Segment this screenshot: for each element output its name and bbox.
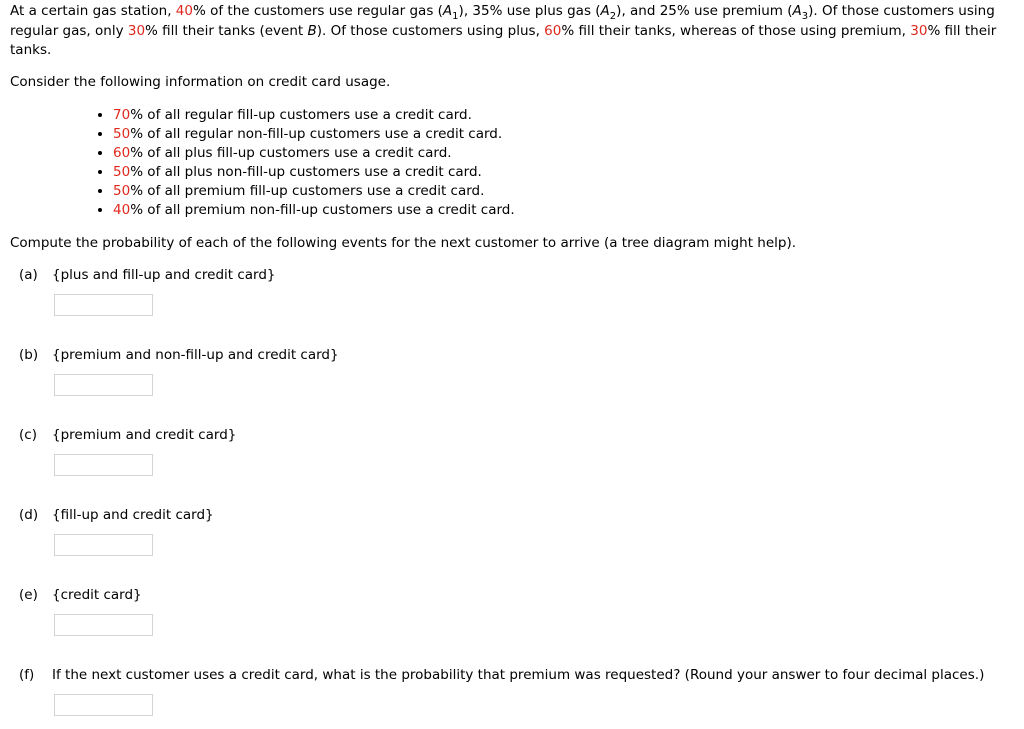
question-text: {fill-up and credit card} <box>52 507 214 523</box>
credit-usage-list <box>60 106 515 220</box>
usage-percent: 40 <box>113 202 131 218</box>
answer-input-c[interactable] <box>54 454 153 476</box>
usage-text: % of all premium fill-up customers use a credit card. <box>130 183 485 199</box>
usage-percent: 50 <box>113 126 131 142</box>
a3-symbol: A <box>792 3 802 19</box>
usage-text: % of all plus fill-up customers use a credit card. <box>130 145 452 161</box>
intro-text: ), <box>458 3 473 19</box>
usage-item <box>113 182 515 201</box>
regular-fill-percent: 30 <box>127 22 146 39</box>
answer-input-f[interactable] <box>54 694 153 716</box>
a1-subscript: 1 <box>452 10 459 22</box>
question-label: (e) <box>19 587 38 603</box>
usage-percent: 60 <box>113 145 131 161</box>
usage-item <box>113 163 515 182</box>
question-text: {premium and non-fill-up and credit card} <box>52 347 339 363</box>
a1-symbol: A <box>442 3 453 19</box>
question-label: (d) <box>19 507 39 523</box>
intro-text: % use plus gas ( <box>489 3 601 19</box>
intro-text: ), and <box>616 3 660 19</box>
question-label: (c) <box>19 427 37 443</box>
usage-percent: 50 <box>113 164 131 180</box>
usage-text: % of all regular non-fill-up customers use a credit card. <box>130 126 503 142</box>
question-label: (a) <box>19 267 38 283</box>
intro-text: ). Of those customers using plus, <box>316 22 545 39</box>
problem-intro <box>10 2 1018 61</box>
plus-fill-percent: 60 <box>544 22 562 39</box>
intro-text: % fill their tanks, whereas of those using premium, <box>561 22 911 39</box>
question-text: {premium and credit card} <box>52 427 237 443</box>
a3-subscript: 3 <box>801 10 809 22</box>
question-text: If the next customer uses a credit card, what is the probability that premium was requested? (Round your answer to four decimal places.) <box>52 667 985 683</box>
question-text: {plus and fill-up and credit card} <box>52 267 276 283</box>
consider-text: Consider the following information on credit card usage. <box>10 74 391 90</box>
answer-input-a[interactable] <box>54 294 153 316</box>
question-label: (f) <box>19 667 35 683</box>
intro-text: % of the customers use regular gas ( <box>192 3 443 19</box>
event-b-symbol: B <box>307 22 317 39</box>
intro-text: ). Of those customers using regular gas, only <box>10 3 995 39</box>
plus-percent: 35 <box>472 3 490 19</box>
usage-text: % of all plus non-fill-up customers use a credit card. <box>130 164 482 180</box>
answer-input-d[interactable] <box>54 534 153 556</box>
intro-text: At a certain gas station, <box>10 3 176 19</box>
usage-item <box>113 106 515 125</box>
question-d <box>19 506 214 525</box>
usage-item <box>113 125 515 144</box>
question-text: {credit card} <box>52 587 142 603</box>
a2-subscript: 2 <box>609 10 617 22</box>
intro-text: % use premium ( <box>676 3 793 19</box>
usage-text: % of all premium non-fill-up customers use a credit card. <box>130 202 515 218</box>
premium-fill-percent: 30 <box>910 22 928 39</box>
intro-text: % fill their tanks (event <box>145 22 308 39</box>
question-b <box>19 346 339 365</box>
question-f <box>19 666 984 685</box>
premium-percent: 25 <box>659 3 677 19</box>
question-a <box>19 266 276 285</box>
a2-symbol: A <box>600 3 610 19</box>
usage-item <box>113 144 515 163</box>
question-e <box>19 586 142 605</box>
usage-percent: 70 <box>113 107 131 123</box>
usage-percent: 50 <box>113 183 131 199</box>
compute-instructions: Compute the probability of each of the following events for the next customer to arrive (a tree diagram might help). <box>10 235 797 251</box>
usage-item <box>113 201 515 220</box>
question-label: (b) <box>19 347 39 363</box>
question-c <box>19 426 236 445</box>
intro-text: % fill their tanks. <box>10 22 997 58</box>
answer-input-b[interactable] <box>54 374 153 396</box>
regular-percent: 40 <box>175 3 193 19</box>
answer-input-e[interactable] <box>54 614 153 636</box>
usage-text: % of all regular fill-up customers use a credit card. <box>130 107 472 123</box>
